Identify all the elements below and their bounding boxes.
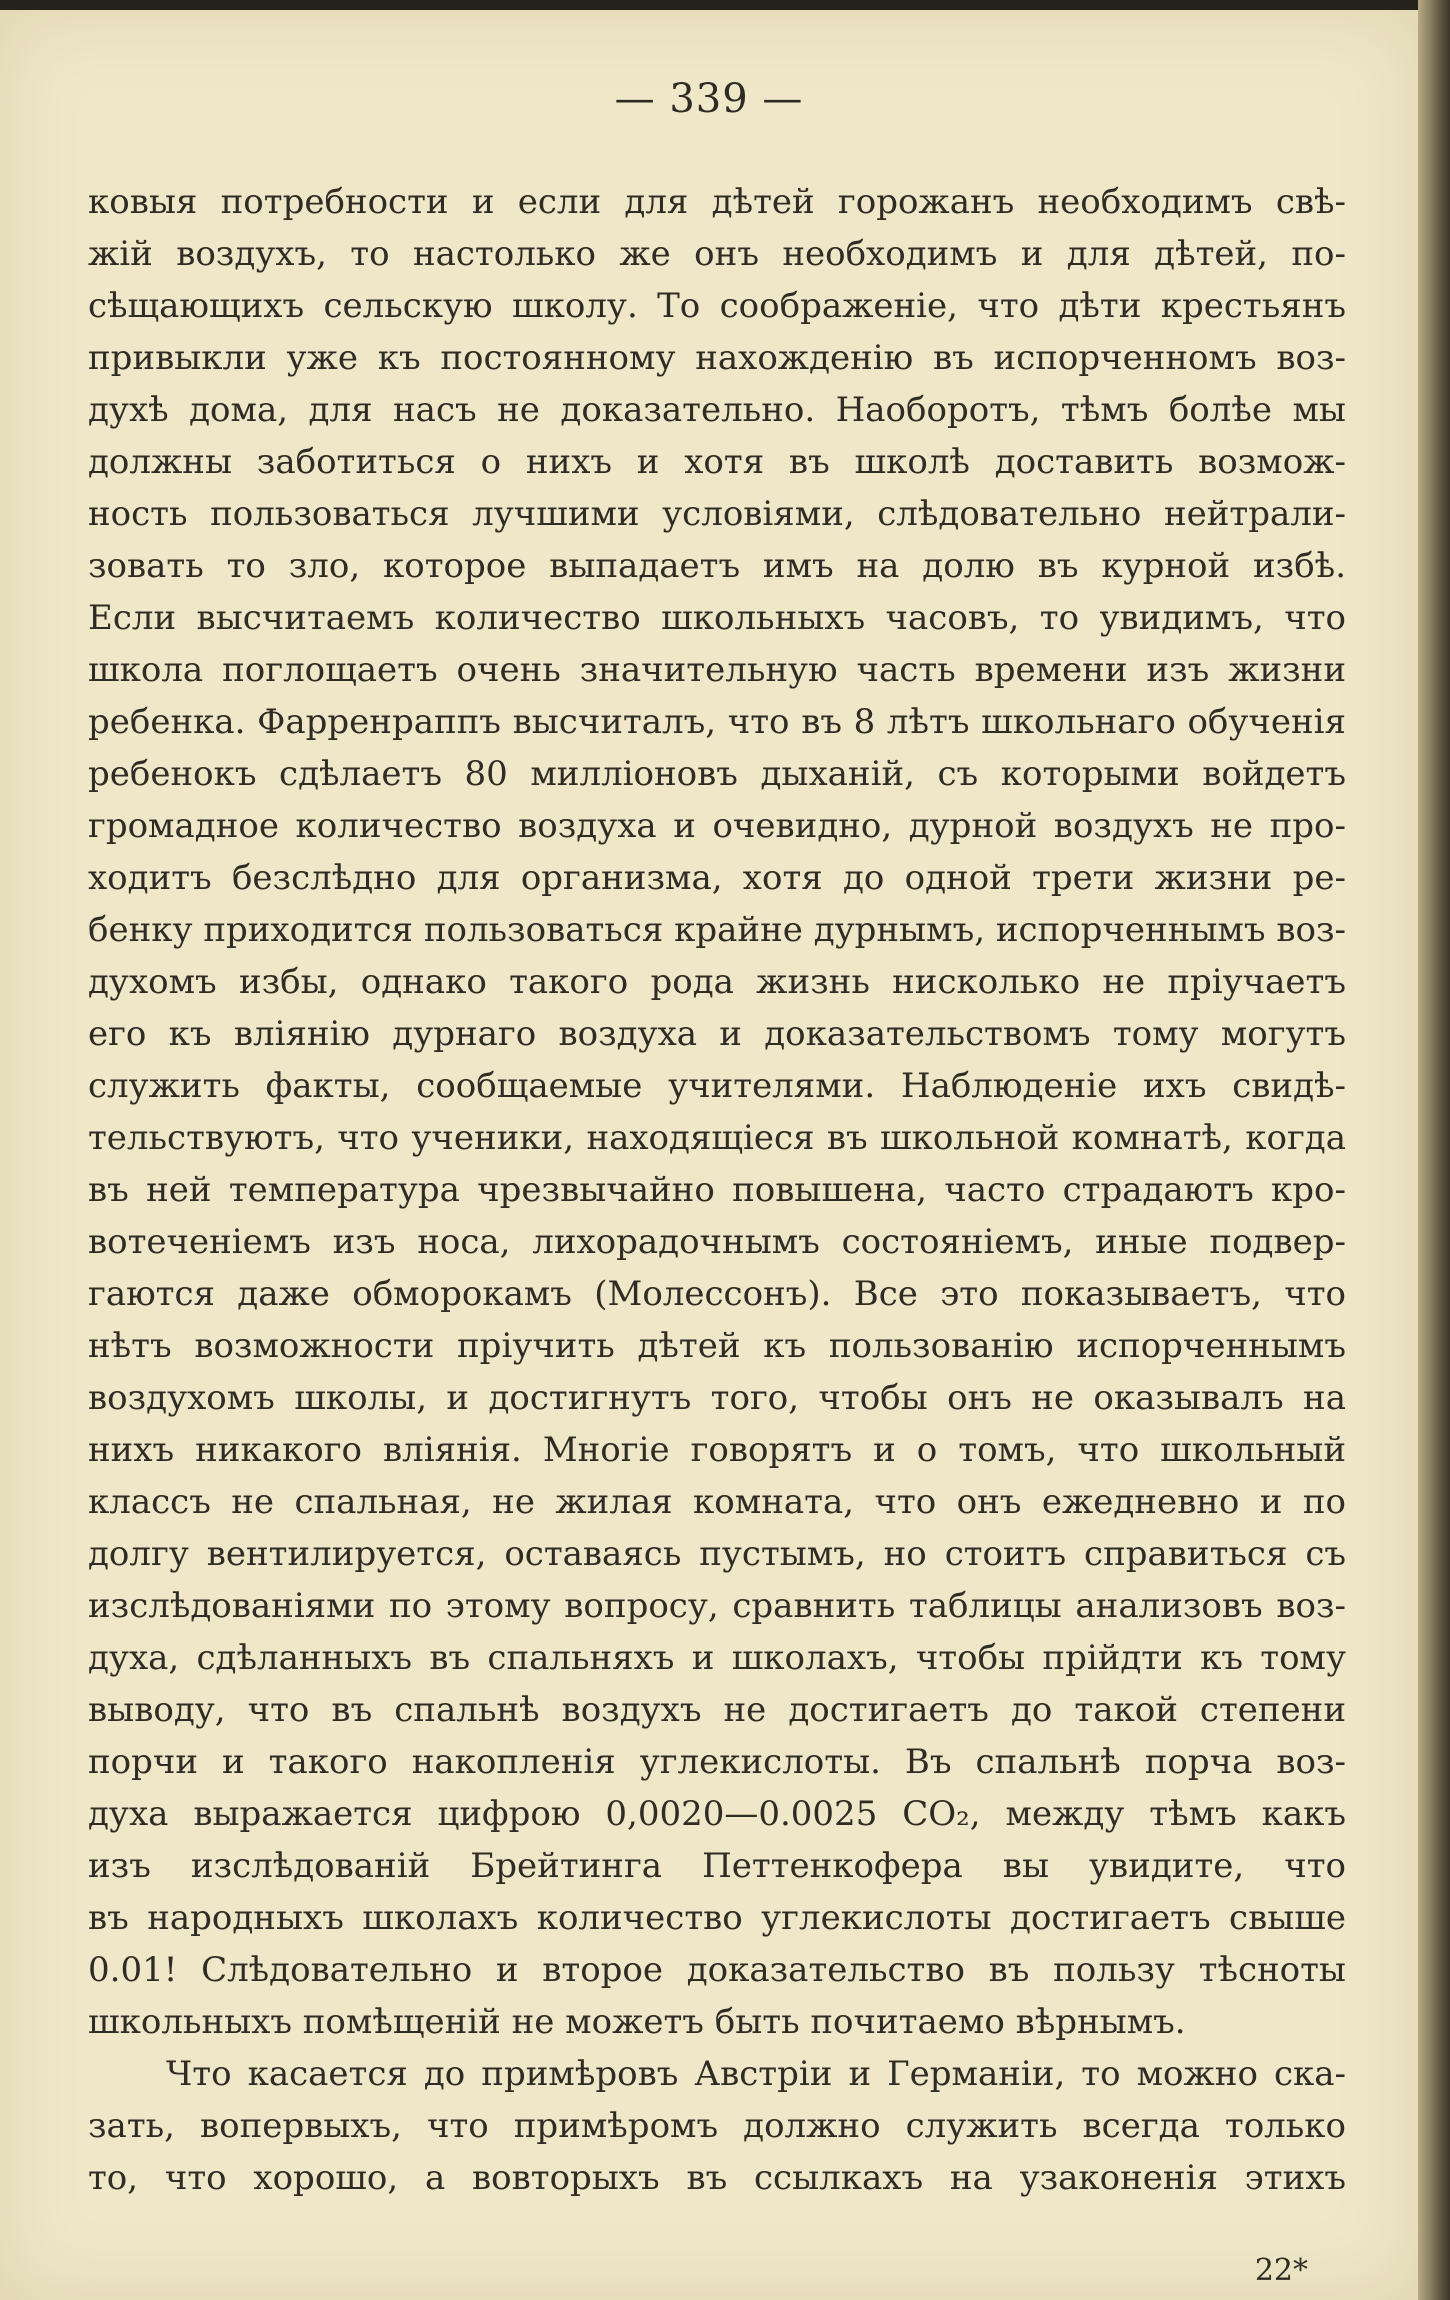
text-line: громадное количество воздуха и очевидно, дурной воздухъ не про- <box>88 806 1346 846</box>
text-line: 0.01! Слѣдовательно и второе доказательство въ пользу тѣсноты <box>88 1950 1346 1990</box>
text-line: привыкли уже къ постоянному нахожденію въ испорченномъ воз- <box>88 338 1346 378</box>
text-line: тельствуютъ, что ученики, находящіеся въ школьной комнатѣ, когда <box>88 1118 1346 1158</box>
text-line-paragraph-start: Что касается до примѣровъ Австріи и Германіи, то можно ска- <box>166 2054 1346 2094</box>
text-line: вотеченіемъ изъ носа, лихорадочнымъ состояніемъ, иные подвер- <box>88 1222 1346 1262</box>
book-page <box>0 10 1418 2300</box>
text-line: духѣ дома, для насъ не доказательно. Наоборотъ, тѣмъ болѣе мы <box>88 390 1346 430</box>
text-line: въ народныхъ школахъ количество углекислоты достигаетъ свыше <box>88 1898 1346 1938</box>
page-number: — 339 — <box>614 76 804 122</box>
text-line: духомъ избы, однако такого рода жизнь нисколько не пріучаетъ <box>88 962 1346 1002</box>
text-line: жій воздухъ, то настолько же онъ необходимъ и для дѣтей, по- <box>88 234 1346 274</box>
text-line: Если высчитаемъ количество школьныхъ часовъ, то увидимъ, что <box>88 598 1346 638</box>
body-text <box>88 176 1346 2204</box>
text-line: ходитъ безслѣдно для организма, хотя до одной трети жизни ре- <box>88 858 1346 898</box>
text-line: зовать то зло, которое выпадаетъ имъ на долю въ курной избѣ. <box>88 546 1346 586</box>
text-line: сѣщающихъ сельскую школу. То соображеніе, что дѣти крестьянъ <box>88 286 1346 326</box>
text-line: зать, вопервыхъ, что примѣромъ должно служить всегда только <box>88 2106 1346 2146</box>
text-line: въ ней температура чрезвычайно повышена, часто страдаютъ кро- <box>88 1170 1346 1210</box>
text-line: ковыя потребности и если для дѣтей горожанъ необходимъ свѣ- <box>88 182 1346 222</box>
text-line: школа поглощаетъ очень значительную часть времени изъ жизни <box>88 650 1346 690</box>
text-line: ность пользоваться лучшими условіями, слѣдовательно нейтрали- <box>88 494 1346 534</box>
text-line: должны заботиться о нихъ и хотя въ школѣ доставить возмож- <box>88 442 1346 482</box>
text-line: то, что хорошо, а вовторыхъ въ ссылкахъ на узаконенія этихъ <box>88 2158 1346 2198</box>
text-line: духа выражается цифрою 0,0020—0.0025 CO₂, между тѣмъ какъ <box>88 1794 1346 1834</box>
text-line: классъ не спальная, не жилая комната, что онъ ежедневно и по <box>88 1482 1346 1522</box>
page-edge-shadow <box>1418 0 1450 2300</box>
text-line-paragraph-end: школьныхъ помѣщеній не можетъ быть почитаемо вѣрнымъ. <box>88 2002 1186 2042</box>
text-line: его къ вліянію дурнаго воздуха и доказательствомъ тому могутъ <box>88 1014 1346 1054</box>
text-line: ребенокъ сдѣлаетъ 80 милліоновъ дыханій, съ которыми войдетъ <box>88 754 1346 794</box>
text-line: изслѣдованіями по этому вопросу, сравнить таблицы анализовъ воз- <box>88 1586 1346 1626</box>
text-line: выводу, что въ спальнѣ воздухъ не достигаетъ до такой степени <box>88 1690 1346 1730</box>
text-line: нѣтъ возможности пріучить дѣтей къ пользованію испорченнымъ <box>88 1326 1346 1366</box>
text-line: порчи и такого накопленія углекислоты. Въ спальнѣ порча воз- <box>88 1742 1346 1782</box>
text-line: бенку приходится пользоваться крайне дурнымъ, испорченнымъ воз- <box>88 910 1346 950</box>
text-line: изъ изслѣдованій Брейтинга Петтенкофера вы увидите, что <box>88 1846 1346 1886</box>
text-line: долгу вентилируется, оставаясь пустымъ, но стоитъ справиться съ <box>88 1534 1346 1574</box>
text-line: гаются даже обморокамъ (Молессонъ). Все это показываетъ, что <box>88 1274 1346 1314</box>
text-line: духа, сдѣланныхъ въ спальняхъ и школахъ, чтобы прійдти къ тому <box>88 1638 1346 1678</box>
text-line: нихъ никакого вліянія. Многіе говорятъ и о томъ, что школьный <box>88 1430 1346 1470</box>
text-line: служить факты, сообщаемые учителями. Наблюденіе ихъ свидѣ- <box>88 1066 1346 1106</box>
signature-mark: 22* <box>1254 2253 1308 2288</box>
text-line: воздухомъ школы, и достигнутъ того, чтобы онъ не оказывалъ на <box>88 1378 1346 1418</box>
text-line: ребенка. Фарренраппъ высчиталъ, что въ 8 лѣтъ школьнаго обученія <box>88 702 1346 742</box>
